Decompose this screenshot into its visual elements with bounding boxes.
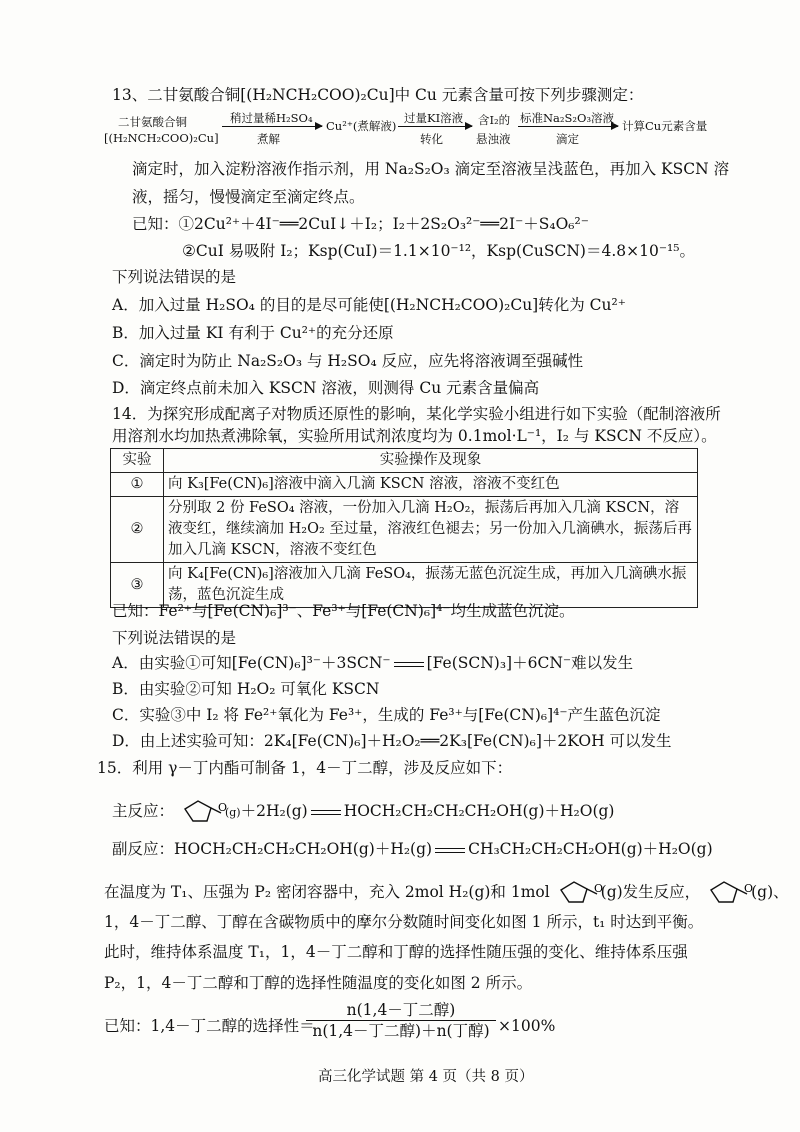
p1-mid: (g)发生反应， xyxy=(600,883,701,901)
q13-line1: 滴定时，加入淀粉溶液作指示剂，用 Na₂S₂O₃ 滴定至溶液呈浅蓝色，再加入 KSCN 溶 xyxy=(132,160,730,178)
q13-option-c: C．滴定时为防止 Na₂S₂O₃ 与 H₂SO₄ 反应，应先将溶液调至强碱性 xyxy=(112,352,584,370)
flow-arrow1-top: 稍过量稀H₂SO₄ xyxy=(230,111,313,125)
q14-option-a-pre: A．由实验①可知[Fe(CN)₆]³⁻＋3SCN⁻ xyxy=(112,654,391,672)
gamma-butyrolactone-icon xyxy=(705,878,754,908)
q13-intro: 13、二甘氨酸合铜[(H₂NCH₂COO)₂Cu]中 Cu 元素含量可按下列步骤测定： xyxy=(112,86,644,104)
table-cell-no: ② xyxy=(111,497,164,563)
flow-arrow2 xyxy=(398,126,472,127)
q14-intro-2: 用溶剂水均加热煮沸除氧，实验所用试剂浓度均为 0.1mol·L⁻¹，I₂ 与 KSCN 不反应）。 xyxy=(112,427,717,445)
fraction-denominator: n(1,4－丁二醇)＋n(丁醇) xyxy=(312,1022,490,1040)
side-pre: 副反应：HOCH₂CH₂CH₂CH₂OH(g)＋H₂(g) xyxy=(112,840,433,858)
table-cell-no: ① xyxy=(111,473,164,497)
equilibrium-arrow-icon xyxy=(394,660,424,669)
table-cell-no: ③ xyxy=(111,563,164,608)
q13-option-b: B．加入过量 KI 有利于 Cu²⁺的充分还原 xyxy=(112,324,394,342)
side-post: CH₃CH₂CH₂CH₂OH(g)＋H₂O(g) xyxy=(468,840,713,858)
q14-option-c: C．实验③中 I₂ 将 Fe²⁺氧化为 Fe³⁺，生成的 Fe³⁺与[Fe(CN)₆]⁴⁻产生蓝色沉淀 xyxy=(112,706,661,724)
q13-ask: 下列说法错误的是 xyxy=(112,268,237,286)
equilibrium-arrow-icon xyxy=(311,808,341,817)
table-cell-op: 分别取 2 份 FeSO₄ 溶液，一份加入几滴 H₂O₂，振荡后再加入几滴 KSCN，溶液变红，继续滴加 H₂O₂ 至过量，溶液红色褪去；另一份加入几滴碘水，振荡后再加入几滴 KSCN，溶液不变红色 xyxy=(164,497,698,563)
q15-known-pre: 已知：1,4－丁二醇的选择性＝ xyxy=(104,1017,315,1035)
q15-para1 xyxy=(104,878,789,908)
q13-known1: 已知：①2Cu²⁺＋4I⁻══2CuI↓＋I₂；I₂＋2S₂O₃²⁻══2I⁻＋S₄O₆²⁻ xyxy=(132,215,589,233)
q14-option-b: B．由实验②可知 H₂O₂ 可氧化 KSCN xyxy=(112,680,380,698)
q15-para3: 此时，维持体系温度 T₁，1，4－丁二醇和丁醇的选择性随压强的变化、维持体系压强 xyxy=(104,943,688,961)
q14-option-a xyxy=(112,652,633,674)
flow-start-a: 二甘氨酸合铜 xyxy=(118,115,187,129)
main-label: 主反应： xyxy=(112,802,175,820)
svg-text:O: O xyxy=(217,801,227,814)
flow-arrow2-bot: 转化 xyxy=(420,132,443,146)
experiment-table xyxy=(110,448,698,608)
p1-pre: 在温度为 T₁、压强为 P₂ 密闭容器中，充入 2mol H₂(g)和 1mol xyxy=(104,883,550,901)
table-header-op: 实验操作及现象 xyxy=(164,449,698,473)
q15-para4: P₂，1，4－丁二醇和丁醇的选择性随温度的变化如图 2 所示。 xyxy=(104,974,533,992)
equilibrium-arrow-icon xyxy=(435,846,465,855)
main-state: (g) xyxy=(224,806,241,819)
flow-arrow3-bot: 滴定 xyxy=(556,132,579,146)
flow-step3-a: 含I₂的 xyxy=(478,113,511,127)
flow-arrow1 xyxy=(222,126,322,127)
table-header-row xyxy=(111,449,698,473)
q13-known2: ②CuI 易吸附 I₂；Ksp(CuI)＝1.1×10⁻¹²，Ksp(CuSCN)＝4.8×10⁻¹⁵。 xyxy=(182,242,695,260)
q14-intro-1: 14．为探究形成配离子对物质还原性的影响，某化学实验小组进行如下实验（配制溶液所 xyxy=(112,405,721,423)
table-cell-op: 向 K₄[Fe(CN)₆]溶液加入几滴 FeSO₄，振荡无蓝色沉淀生成，再加入几滴碘水振荡，蓝色沉淀生成 xyxy=(164,563,698,608)
page-footer: 高三化学试题 第 4 页（共 8 页） xyxy=(318,1069,534,1085)
q15-para2: 1，4－丁二醇、丁醇在含碳物质中的摩尔分数随时间变化如图 1 所示，t₁ 时达到平衡。 xyxy=(104,913,704,931)
flow-step2: Cu²⁺(煮解液) xyxy=(326,119,397,133)
table-cell-op: 向 K₃[Fe(CN)₆]溶液中滴入几滴 KSCN 溶液，溶液不变红色 xyxy=(164,473,698,497)
flow-arrow2-top: 过量KI溶液 xyxy=(404,111,464,125)
flow-arrow3 xyxy=(518,126,618,127)
gamma-butyrolactone-icon xyxy=(555,878,601,908)
table-row xyxy=(111,497,698,563)
selectivity-fraction xyxy=(306,1000,496,1041)
q14-ask: 下列说法错误的是 xyxy=(112,629,237,647)
flow-end: 计算Cu元素含量 xyxy=(622,119,708,133)
q15-main-reaction xyxy=(112,797,614,827)
q15-known-post: ×100% xyxy=(498,1017,556,1035)
q14-known: 已知：Fe²⁺与[Fe(CN)₆]³⁻、Fe³⁺与[Fe(CN)₆]⁴⁻均生成蓝色沉淀。 xyxy=(112,602,575,620)
q13-option-a: A．加入过量 H₂SO₄ 的目的是尽可能使[(H₂NCH₂COO)₂Cu]转化为 Cu²⁺ xyxy=(112,296,626,314)
q14-option-d: D．由上述实验可知：2K₄[Fe(CN)₆]＋H₂O₂══2K₃[Fe(CN)₆]＋2KOH 可以发生 xyxy=(112,732,672,750)
q14-option-a-post: [Fe(SCN)₃]＋6CN⁻难以发生 xyxy=(426,654,634,672)
svg-text:O: O xyxy=(593,882,603,895)
gamma-butyrolactone-icon xyxy=(179,797,225,827)
flow-start-b: [(H₂NCH₂COO)₂Cu] xyxy=(104,131,219,145)
flow-step3-b: 悬浊液 xyxy=(476,132,511,146)
flow-arrow3-top: 标准Na₂S₂O₃溶液 xyxy=(520,111,615,125)
main-mid: ＋2H₂(g) xyxy=(240,802,308,820)
q13-line2: 液，摇匀，慢慢滴定至滴定终点。 xyxy=(132,188,365,206)
flow-arrow1-bot: 煮解 xyxy=(257,132,280,146)
q15-intro: 15．利用 γ－丁内酯可制备 1，4－丁二醇，涉及反应如下： xyxy=(97,759,513,777)
table-header-no: 实验 xyxy=(111,449,164,473)
main-post: HOCH₂CH₂CH₂CH₂OH(g)＋H₂O(g) xyxy=(343,802,615,820)
q13-option-d: D．滴定终点前未加入 KSCN 溶液，则测得 Cu 元素含量偏高 xyxy=(112,379,540,397)
fraction-numerator: n(1,4－丁二醇) xyxy=(346,1001,456,1019)
svg-text:O: O xyxy=(744,882,754,895)
p1-end: (g)、 xyxy=(751,883,789,901)
q15-side-reaction xyxy=(112,838,713,860)
table-row xyxy=(111,473,698,497)
